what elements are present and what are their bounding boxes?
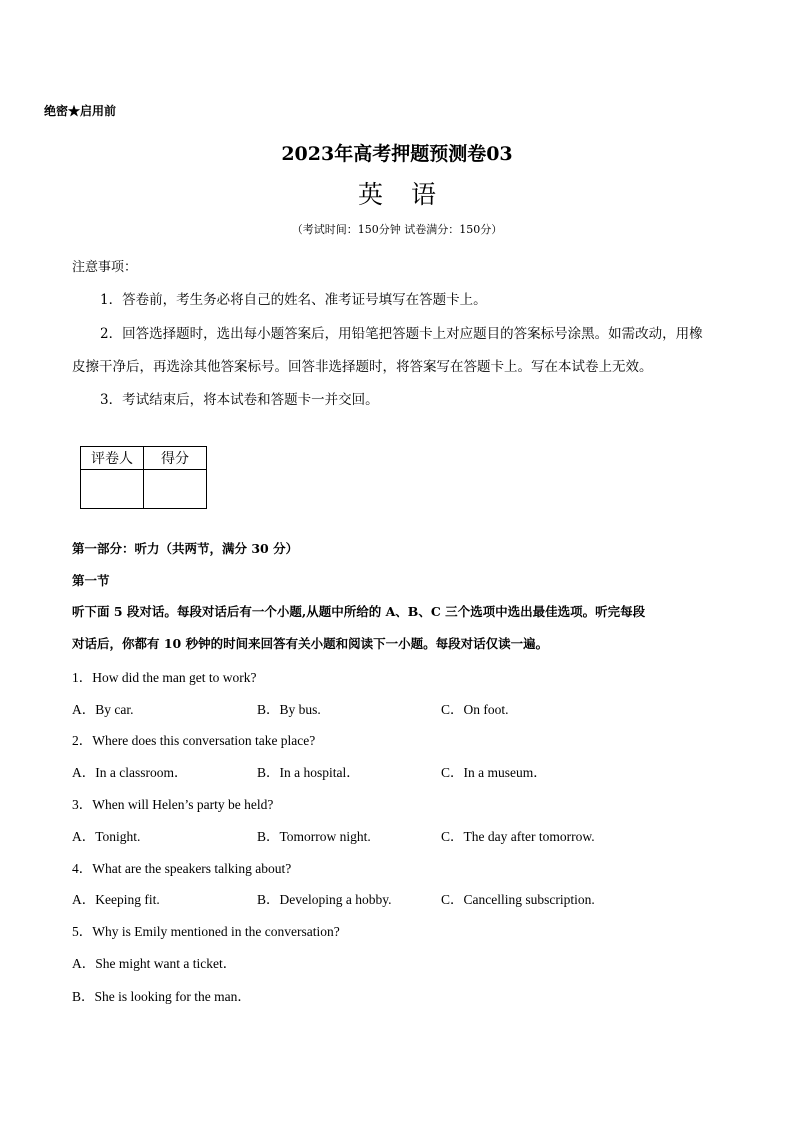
question-1-option-b: B．By bus. (257, 702, 321, 717)
question-4-option-c: C．Cancelling subscription. (441, 892, 595, 907)
exam-time-and-score: （考试时间：150分钟 试卷满分：150分） (291, 223, 503, 236)
confidential-mark: 绝密★启用前 (44, 104, 117, 118)
notice-item-1: 1．答卷前，考生务必将自己的姓名、准考证号填写在答题卡上。 (100, 292, 487, 308)
question-3-option-a: A．Tonight. (72, 829, 141, 844)
exam-title: 2023年高考押题预测卷03 (281, 143, 513, 165)
question-2-option-b: B．In a hospital． (257, 765, 360, 780)
question-5-option-b: B．She is looking for the man． (72, 989, 251, 1004)
notice-item-2-line-2: 皮擦干净后，再选涂其他答案标号。回答非选择题时，将答案写在答题卡上。写在本试卷上无效。 (72, 359, 653, 375)
question-4-option-b: B．Developing a hobby. (257, 892, 392, 907)
listening-instruction-line-1: 听下面 5 段对话。每段对话后有一个小题,从题中所给的 A、B、C 三个选项中选出最佳选项。听完每段 (72, 604, 646, 619)
part1-heading: 第一部分：听力（共两节，满分 30 分） (72, 541, 299, 556)
question-3-option-c: C．The day after tomorrow. (441, 829, 595, 844)
question-4-option-a: A．Keeping fit. (72, 892, 160, 907)
notice-item-2-line-1: 2．回答选择题时，选出每小题答案后，用铅笔把答题卡上对应题目的答案标号涂黑。如需改动，用橡 (100, 326, 703, 342)
listening-instruction-line-2: 对话后，你都有 10 秒钟的时间来回答有关小题和阅读下一小题。每段对话仅读一遍。 (72, 636, 549, 651)
question-5-option-a: A．She might want a ticket． (72, 956, 237, 971)
question-1-stem: 1．How did the man get to work? (72, 670, 257, 685)
subject-title: 英语 (357, 180, 464, 209)
question-1-option-a: A．By car. (72, 702, 134, 717)
question-2-option-a: A．In a classroom． (72, 765, 188, 780)
question-2-stem: 2．Where does this conversation take place? (72, 733, 316, 748)
question-3-option-b: B．Tomorrow night. (257, 829, 371, 844)
question-4-stem: 4．What are the speakers talking about? (72, 861, 292, 876)
score-cell (144, 470, 207, 509)
section1-heading: 第一节 (72, 573, 110, 588)
grader-cell (81, 470, 144, 509)
grader-score-table (80, 446, 207, 509)
question-2-option-c: C．In a museum． (441, 765, 547, 780)
grader-label: 评卷人 (81, 447, 144, 470)
question-3-stem: 3．When will Helen’s party be held? (72, 797, 274, 812)
notice-item-3: 3．考试结束后，将本试卷和答题卡一并交回。 (100, 392, 379, 408)
question-1-option-c: C．On foot. (441, 702, 509, 717)
question-5-stem: 5．Why is Emily mentioned in the conversation? (72, 924, 340, 939)
score-label: 得分 (144, 447, 207, 470)
notice-heading: 注意事项： (72, 260, 138, 275)
